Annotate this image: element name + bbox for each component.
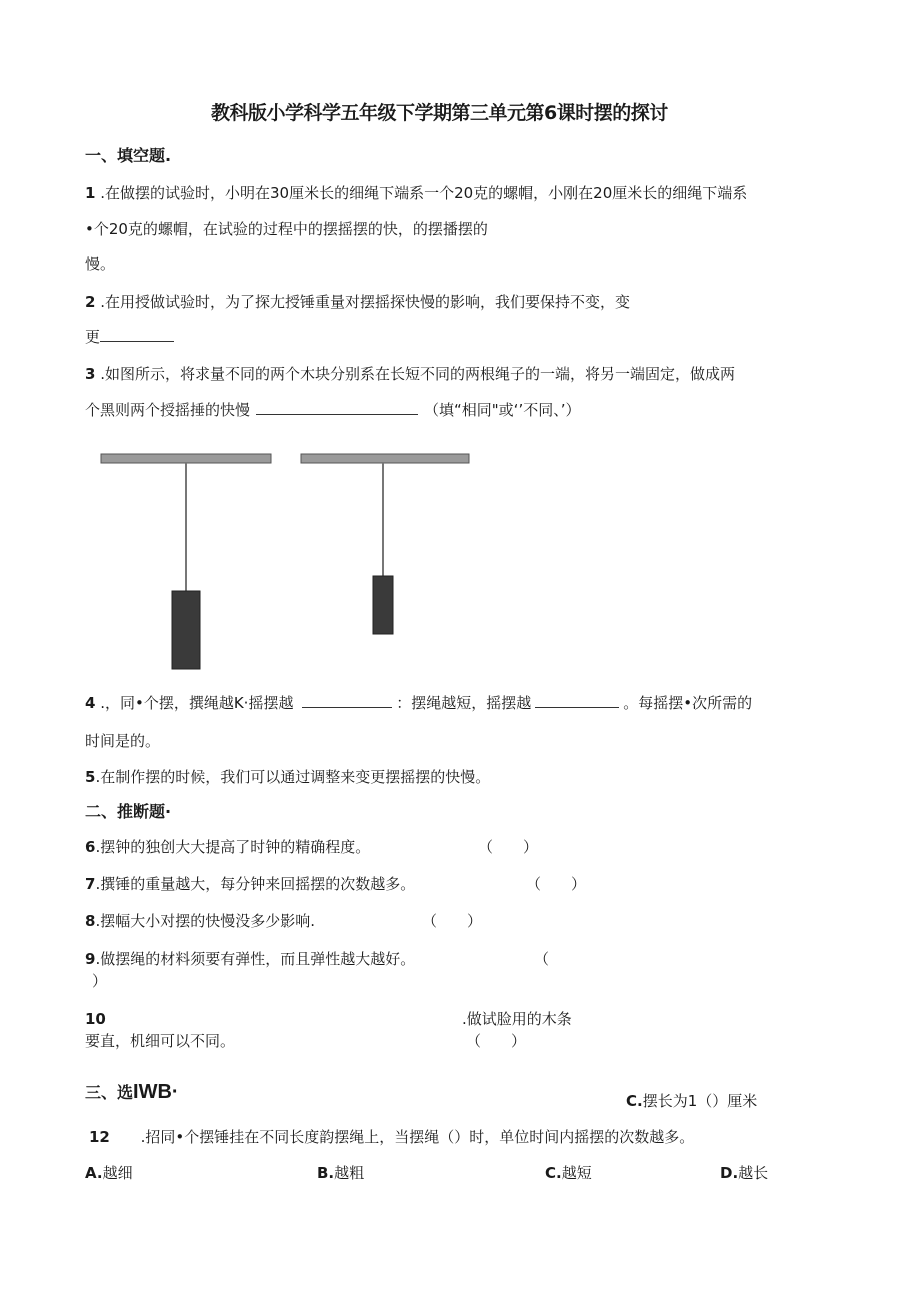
question-2-line-1 (85, 292, 630, 312)
page-title: 教科版小学科学五年级下学期第三单元第6课时摆的探讨 (211, 102, 668, 124)
question-text: .做摆绳的材料须要有弹性，而且弹性越大越好。 (95, 950, 416, 968)
section-judge-heading: 二、推断题· (85, 802, 172, 821)
question-number: 4 (85, 694, 96, 712)
question-number: 6 (85, 838, 96, 856)
pendulum-figure (95, 446, 485, 676)
answer-paren-close[interactable]: ） (92, 972, 108, 990)
question-5 (85, 767, 490, 787)
question-number: 5 (85, 768, 96, 786)
question-text: .招同•个摆锤挂在不同长度韵摆绳上，当摆绳（）时，单位时间内摇摆的次数越多。 (140, 1128, 695, 1146)
question-number: 8 (85, 912, 96, 930)
question-text: .摆幅大小对摆的快慢没多少影响. (95, 912, 315, 930)
question-3-line-1 (85, 364, 735, 384)
wood-block-large (172, 591, 200, 669)
wood-block-small (373, 576, 393, 634)
question-11-option-c (626, 1091, 757, 1111)
question-4-line-1 (85, 693, 752, 713)
question-text: 个黑则两个授摇捶的快慢 (85, 401, 251, 419)
question-6 (85, 837, 370, 857)
option-text: 越短 (561, 1164, 592, 1182)
answer-blank[interactable] (100, 327, 174, 342)
section-choice-heading (85, 1079, 179, 1106)
question-number: 7 (85, 875, 96, 893)
answer-blank[interactable] (256, 400, 418, 415)
question-9 (85, 949, 415, 969)
question-number: 9 (85, 950, 96, 968)
option-letter: A. (85, 1164, 103, 1182)
question-2-line-2 (85, 327, 174, 347)
option-c[interactable] (545, 1163, 592, 1183)
section-choice-label: 三、选 (85, 1083, 134, 1102)
question-10-number: 10 (85, 1010, 106, 1028)
option-b[interactable] (317, 1163, 364, 1183)
question-8 (85, 911, 315, 931)
option-text: 越细 (102, 1164, 133, 1182)
question-1-line-3: 慢。 (85, 255, 116, 273)
question-number: 12 (89, 1128, 110, 1146)
question-10-text: .做试脸用的木条 (462, 1010, 572, 1028)
question-10-line-2: 要直，机细可以不同。 (85, 1032, 236, 1050)
answer-paren-open[interactable]: （ (534, 950, 550, 968)
question-12 (89, 1127, 694, 1147)
question-text: .在制作摆的时候，我们可以通过调整来变更摆摇摆的快慢。 (95, 768, 491, 786)
question-text: 。每摇摆•次所需的 (623, 694, 753, 712)
question-text: .在用授做试验时，为了探尢授锤重量对摆摇探快慢的影响，我们要保持不变，变 (100, 293, 630, 311)
option-a[interactable] (85, 1163, 133, 1183)
support-bar-right (301, 454, 469, 463)
answer-parentheses[interactable]: （ ） (478, 838, 539, 856)
question-number: 2 (85, 293, 96, 311)
question-number: 3 (85, 365, 96, 383)
support-bar-left (101, 454, 271, 463)
answer-parentheses[interactable]: （ ） (526, 875, 587, 893)
question-text: .，同•个摆，撰绳越K·摇摆越 (100, 694, 294, 712)
question-3-line-2 (85, 400, 581, 420)
question-text: ：摆绳越短，摇摆越 (396, 694, 532, 712)
answer-blank[interactable] (302, 693, 392, 708)
question-text: .如图所示，将求量不同的两个木块分别系在长短不同的两根绳子的一端，将另一端固定，做成两 (100, 365, 735, 383)
question-text: .撰锤的重量越大，每分钟来回摇摆的次数越多。 (95, 875, 416, 893)
question-text: 更 (85, 328, 101, 346)
option-letter: C. (545, 1164, 562, 1182)
question-7 (85, 874, 415, 894)
answer-parentheses[interactable]: （ ） (466, 1032, 527, 1050)
option-text: 越长 (738, 1164, 769, 1182)
section-choice-garbled: IWB· (133, 1081, 179, 1103)
option-letter: B. (317, 1164, 335, 1182)
answer-blank[interactable] (535, 693, 619, 708)
question-4-line-2: 时间是的。 (85, 732, 161, 750)
option-d[interactable] (720, 1163, 768, 1183)
question-text: .摆钟的独创大大提高了时钟的精确程度。 (95, 838, 371, 856)
option-letter: D. (720, 1164, 739, 1182)
option-text: 越粗 (334, 1164, 365, 1182)
answer-parentheses[interactable]: （ ） (422, 912, 483, 930)
section-fill-heading: 一、填空题. (85, 146, 172, 165)
question-1-line-2: •个20克的螺帽，在试验的过程中的摆摇摆的快，的摆播摆的 (85, 220, 488, 238)
question-1-line-1 (85, 183, 747, 203)
question-text: .在做摆的试验时，小明在30厘米长的细绳下端系一个20克的螺帽，小刚在20厘米长的细绳下端系 (100, 184, 748, 202)
option-text: 摆长为1（）厘米 (642, 1092, 758, 1110)
question-hint: （填“相同"或‘’不同、’） (424, 401, 581, 419)
option-letter: C. (626, 1092, 643, 1110)
question-number: 1 (85, 184, 96, 202)
